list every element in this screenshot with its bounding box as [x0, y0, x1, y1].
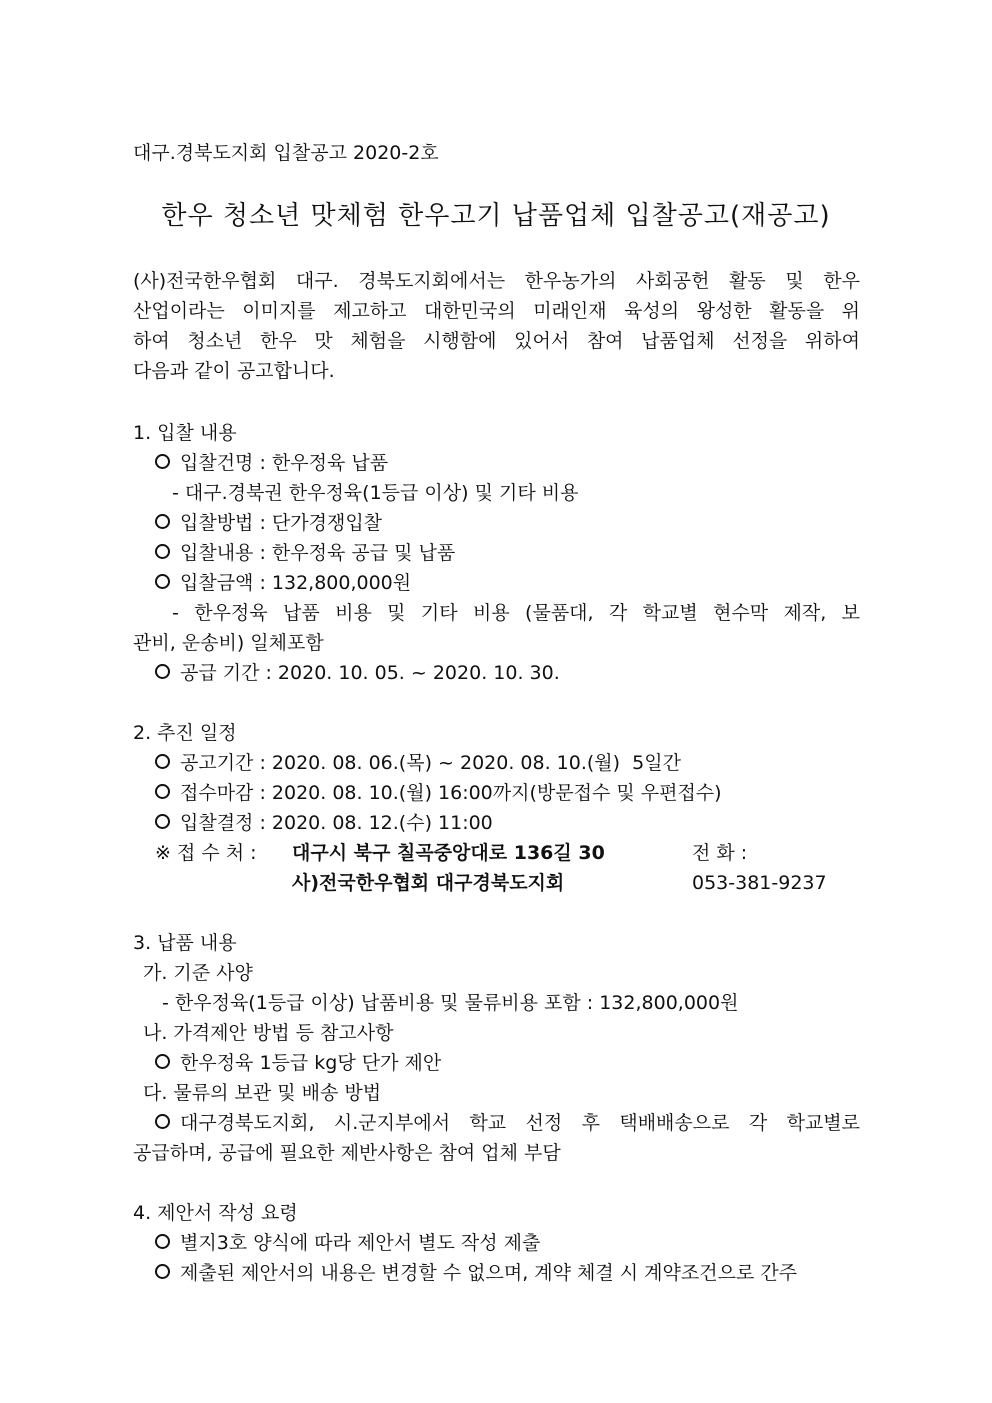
circle-bullet-icon: [155, 544, 170, 559]
list-item: 입찰건명 : 한우정육 납품: [155, 450, 388, 476]
list-item: 접수마감 : 2020. 08. 10.(월) 16:00까지(방문접수 및 우편접수): [155, 780, 722, 806]
list-item-continuation: 공급하며, 공급에 필요한 제반사항은 참여 업체 부담: [133, 1142, 561, 1164]
subsection-heading: 나. 가격제안 방법 등 참고사항: [143, 1022, 394, 1044]
intro-line: 산업이라는 이미지를 제고하고 대한민국의 미래인재 육성의 왕성한 활동을 위: [133, 300, 860, 322]
list-item: 별지3호 양식에 따라 제안서 별도 작성 제출: [155, 1230, 540, 1256]
document-title: 한우 청소년 맛체험 한우고기 납품업체 입찰공고(재공고): [161, 201, 831, 231]
subsection-heading: 다. 물류의 보관 및 배송 방법: [143, 1082, 382, 1104]
section-heading: 4. 제안서 작성 요령: [133, 1202, 298, 1224]
reception-address: 대구시 북구 칠곡중앙대로 136길 30: [292, 842, 605, 864]
circle-bullet-icon: [155, 784, 170, 799]
circle-bullet-icon: [155, 454, 170, 469]
list-item: 입찰결정 : 2020. 08. 12.(수) 11:00: [155, 810, 493, 836]
list-item: 공급 기간 : 2020. 10. 05. ~ 2020. 10. 30.: [155, 660, 560, 686]
list-subitem: - 한우정육 납품 비용 및 기타 비용 (물품대, 각 학교별 현수막 제작, 보: [172, 602, 860, 624]
phone-label: 전 화 :: [692, 842, 748, 864]
section-heading: 2. 추진 일정: [133, 722, 237, 744]
circle-bullet-icon: [155, 814, 170, 829]
circle-bullet-icon: [155, 574, 170, 589]
list-item: 제출된 제안서의 내용은 변경할 수 없으며, 계약 체결 시 계약조건으로 간주: [155, 1260, 797, 1286]
phone-number: 053-381-9237: [692, 872, 827, 894]
notice-number: 대구.경북도지회 입찰공고 2020-2호: [133, 142, 439, 164]
circle-bullet-icon: [155, 1264, 170, 1279]
circle-bullet-icon: [155, 754, 170, 769]
list-subitem: 관비, 운송비) 일체포함: [133, 632, 324, 654]
circle-bullet-icon: [155, 514, 170, 529]
subsection-heading: 가. 기준 사양: [143, 962, 253, 984]
section-heading: 3. 납품 내용: [133, 932, 237, 954]
list-item: 입찰금액 : 132,800,000원: [155, 570, 411, 596]
list-item: 공고기간 : 2020. 08. 06.(목) ~ 2020. 08. 10.(월) 5일간: [155, 750, 681, 776]
circle-bullet-icon: [155, 664, 170, 679]
list-item: 입찰방법 : 단가경쟁입찰: [155, 510, 382, 536]
intro-line: (사)전국한우협회 대구. 경북도지회에서는 한우농가의 사회공헌 활동 및 한우: [133, 270, 860, 292]
circle-bullet-icon: [155, 1054, 170, 1069]
list-subitem: - 대구.경북권 한우정육(1등급 이상) 및 기타 비용: [172, 482, 579, 504]
list-item: 대구경북도지회, 시.군지부에서 학교 선정 후 택배배송으로 각 학교별로: [155, 1108, 860, 1138]
list-subitem: - 한우정육(1등급 이상) 납품비용 및 물류비용 포함 : 132,800,000원: [162, 992, 739, 1014]
list-item: 한우정육 1등급 kg당 단가 제안: [155, 1050, 441, 1076]
circle-bullet-icon: [155, 1234, 170, 1249]
intro-line: 하여 청소년 한우 맛 체험을 시행함에 있어서 참여 납품업체 선정을 위하여: [133, 330, 860, 352]
reception-organization: 사)전국한우협회 대구경북도지회: [292, 872, 565, 894]
circle-bullet-icon: [155, 1114, 170, 1129]
section-heading: 1. 입찰 내용: [133, 422, 237, 444]
intro-line: 다음과 같이 공고합니다.: [133, 360, 335, 382]
list-item: 입찰내용 : 한우정육 공급 및 납품: [155, 540, 455, 566]
reception-label: ※ 접 수 처 :: [155, 842, 257, 864]
